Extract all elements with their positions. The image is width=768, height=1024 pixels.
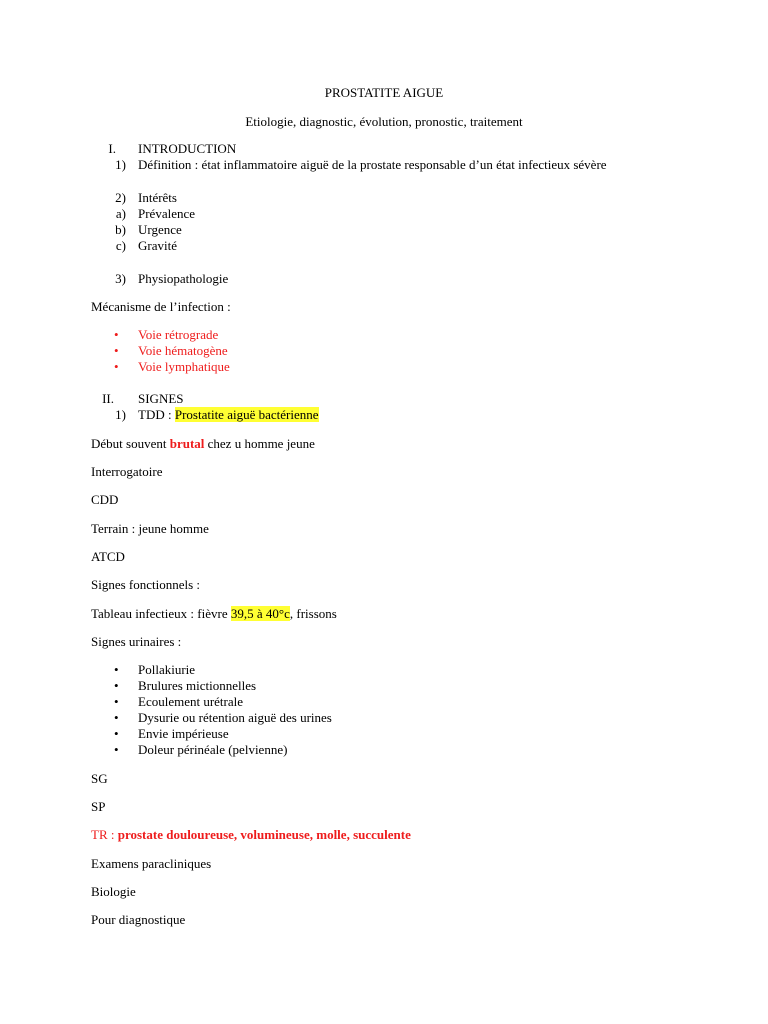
section-2-heading: SIGNES bbox=[138, 391, 184, 406]
urinaire-text: Dysurie ou rétention aiguë des urines bbox=[138, 710, 332, 725]
debut-bold: brutal bbox=[169, 436, 205, 451]
signes-urinaires-text: Signes urinaires : bbox=[91, 634, 182, 649]
debut-pre: Début souvent bbox=[91, 436, 170, 451]
urinaire-text: Doleur périnéale (pelvienne) bbox=[138, 742, 288, 757]
interets-item-text: Urgence bbox=[138, 222, 182, 237]
tr-line bbox=[91, 827, 411, 843]
tableau-highlight: 39,5 à 40°c bbox=[230, 606, 290, 621]
interets-item-text: Gravité bbox=[138, 238, 177, 253]
urinaire-text: Pollakiurie bbox=[138, 662, 196, 677]
interrogatoire-text: Interrogatoire bbox=[91, 464, 163, 479]
tableau-post: , frissons bbox=[289, 606, 337, 621]
terrain-text: Terrain : jeune homme bbox=[91, 521, 209, 536]
debut-line bbox=[91, 436, 315, 452]
urinaire-text: Ecoulement urétrale bbox=[138, 694, 244, 709]
sg-text: SG bbox=[91, 771, 108, 786]
urinaire-text: Brulures mictionnelles bbox=[138, 678, 257, 693]
voie-text: Voie rétrograde bbox=[138, 327, 219, 342]
interets-number: 2) bbox=[115, 190, 126, 205]
interets-item-letter: a) bbox=[115, 206, 126, 221]
pour-diagnostique-text: Pour diagnostique bbox=[91, 912, 186, 927]
section-1-number: I. bbox=[108, 141, 116, 156]
atcd-text: ATCD bbox=[91, 549, 125, 564]
mecanisme-text: Mécanisme de l’infection : bbox=[91, 299, 231, 314]
bullet-icon: • bbox=[114, 359, 119, 374]
interets-item-letter: c) bbox=[115, 238, 126, 253]
section-1-heading: INTRODUCTION bbox=[138, 141, 237, 156]
physio-number: 3) bbox=[115, 271, 126, 286]
bullet-icon: • bbox=[114, 327, 119, 342]
section-2-number: II. bbox=[102, 391, 114, 406]
urinaire-text: Envie impérieuse bbox=[138, 726, 229, 741]
tr-label: TR : bbox=[91, 827, 118, 842]
sp-text: SP bbox=[91, 799, 106, 814]
signes-fonctionnels-text: Signes fonctionnels : bbox=[91, 577, 201, 592]
tr-value: prostate douloureuse, volumineuse, molle, succulente bbox=[117, 827, 411, 842]
definition-text: Définition : état inflammatoire aiguë de la prostate responsable d’un état infectieux sévère bbox=[138, 157, 607, 172]
bullet-icon: • bbox=[114, 694, 119, 709]
bullet-icon: • bbox=[114, 742, 119, 757]
physio-text: Physiopathologie bbox=[138, 271, 229, 286]
bullet-icon: • bbox=[114, 662, 119, 677]
tdd-number: 1) bbox=[115, 407, 126, 422]
interets-item-text: Prévalence bbox=[138, 206, 196, 221]
bullet-icon: • bbox=[114, 710, 119, 725]
examens-text: Examens paracliniques bbox=[91, 856, 212, 871]
bullet-icon: • bbox=[114, 343, 119, 358]
document-subtitle: Etiologie, diagnostic, évolution, pronostic, traitement bbox=[245, 114, 523, 129]
cdd-text: CDD bbox=[91, 492, 119, 507]
definition-number: 1) bbox=[115, 157, 126, 172]
bullet-icon: • bbox=[114, 726, 119, 741]
bullet-icon: • bbox=[114, 678, 119, 693]
tdd-value: Prostatite aiguë bactérienne bbox=[174, 407, 319, 422]
document-title: PROSTATITE AIGUE bbox=[324, 85, 444, 100]
voie-text: Voie hématogène bbox=[138, 343, 228, 358]
interets-text: Intérêts bbox=[138, 190, 177, 205]
biologie-text: Biologie bbox=[91, 884, 136, 899]
debut-post: chez u homme jeune bbox=[204, 436, 315, 451]
tdd-label: TDD : bbox=[138, 407, 175, 422]
tdd-line bbox=[138, 407, 319, 423]
interets-item-letter: b) bbox=[115, 222, 126, 237]
tableau-pre: Tableau infectieux : fièvre bbox=[91, 606, 231, 621]
voie-text: Voie lymphatique bbox=[138, 359, 230, 374]
tableau-line bbox=[91, 606, 337, 622]
